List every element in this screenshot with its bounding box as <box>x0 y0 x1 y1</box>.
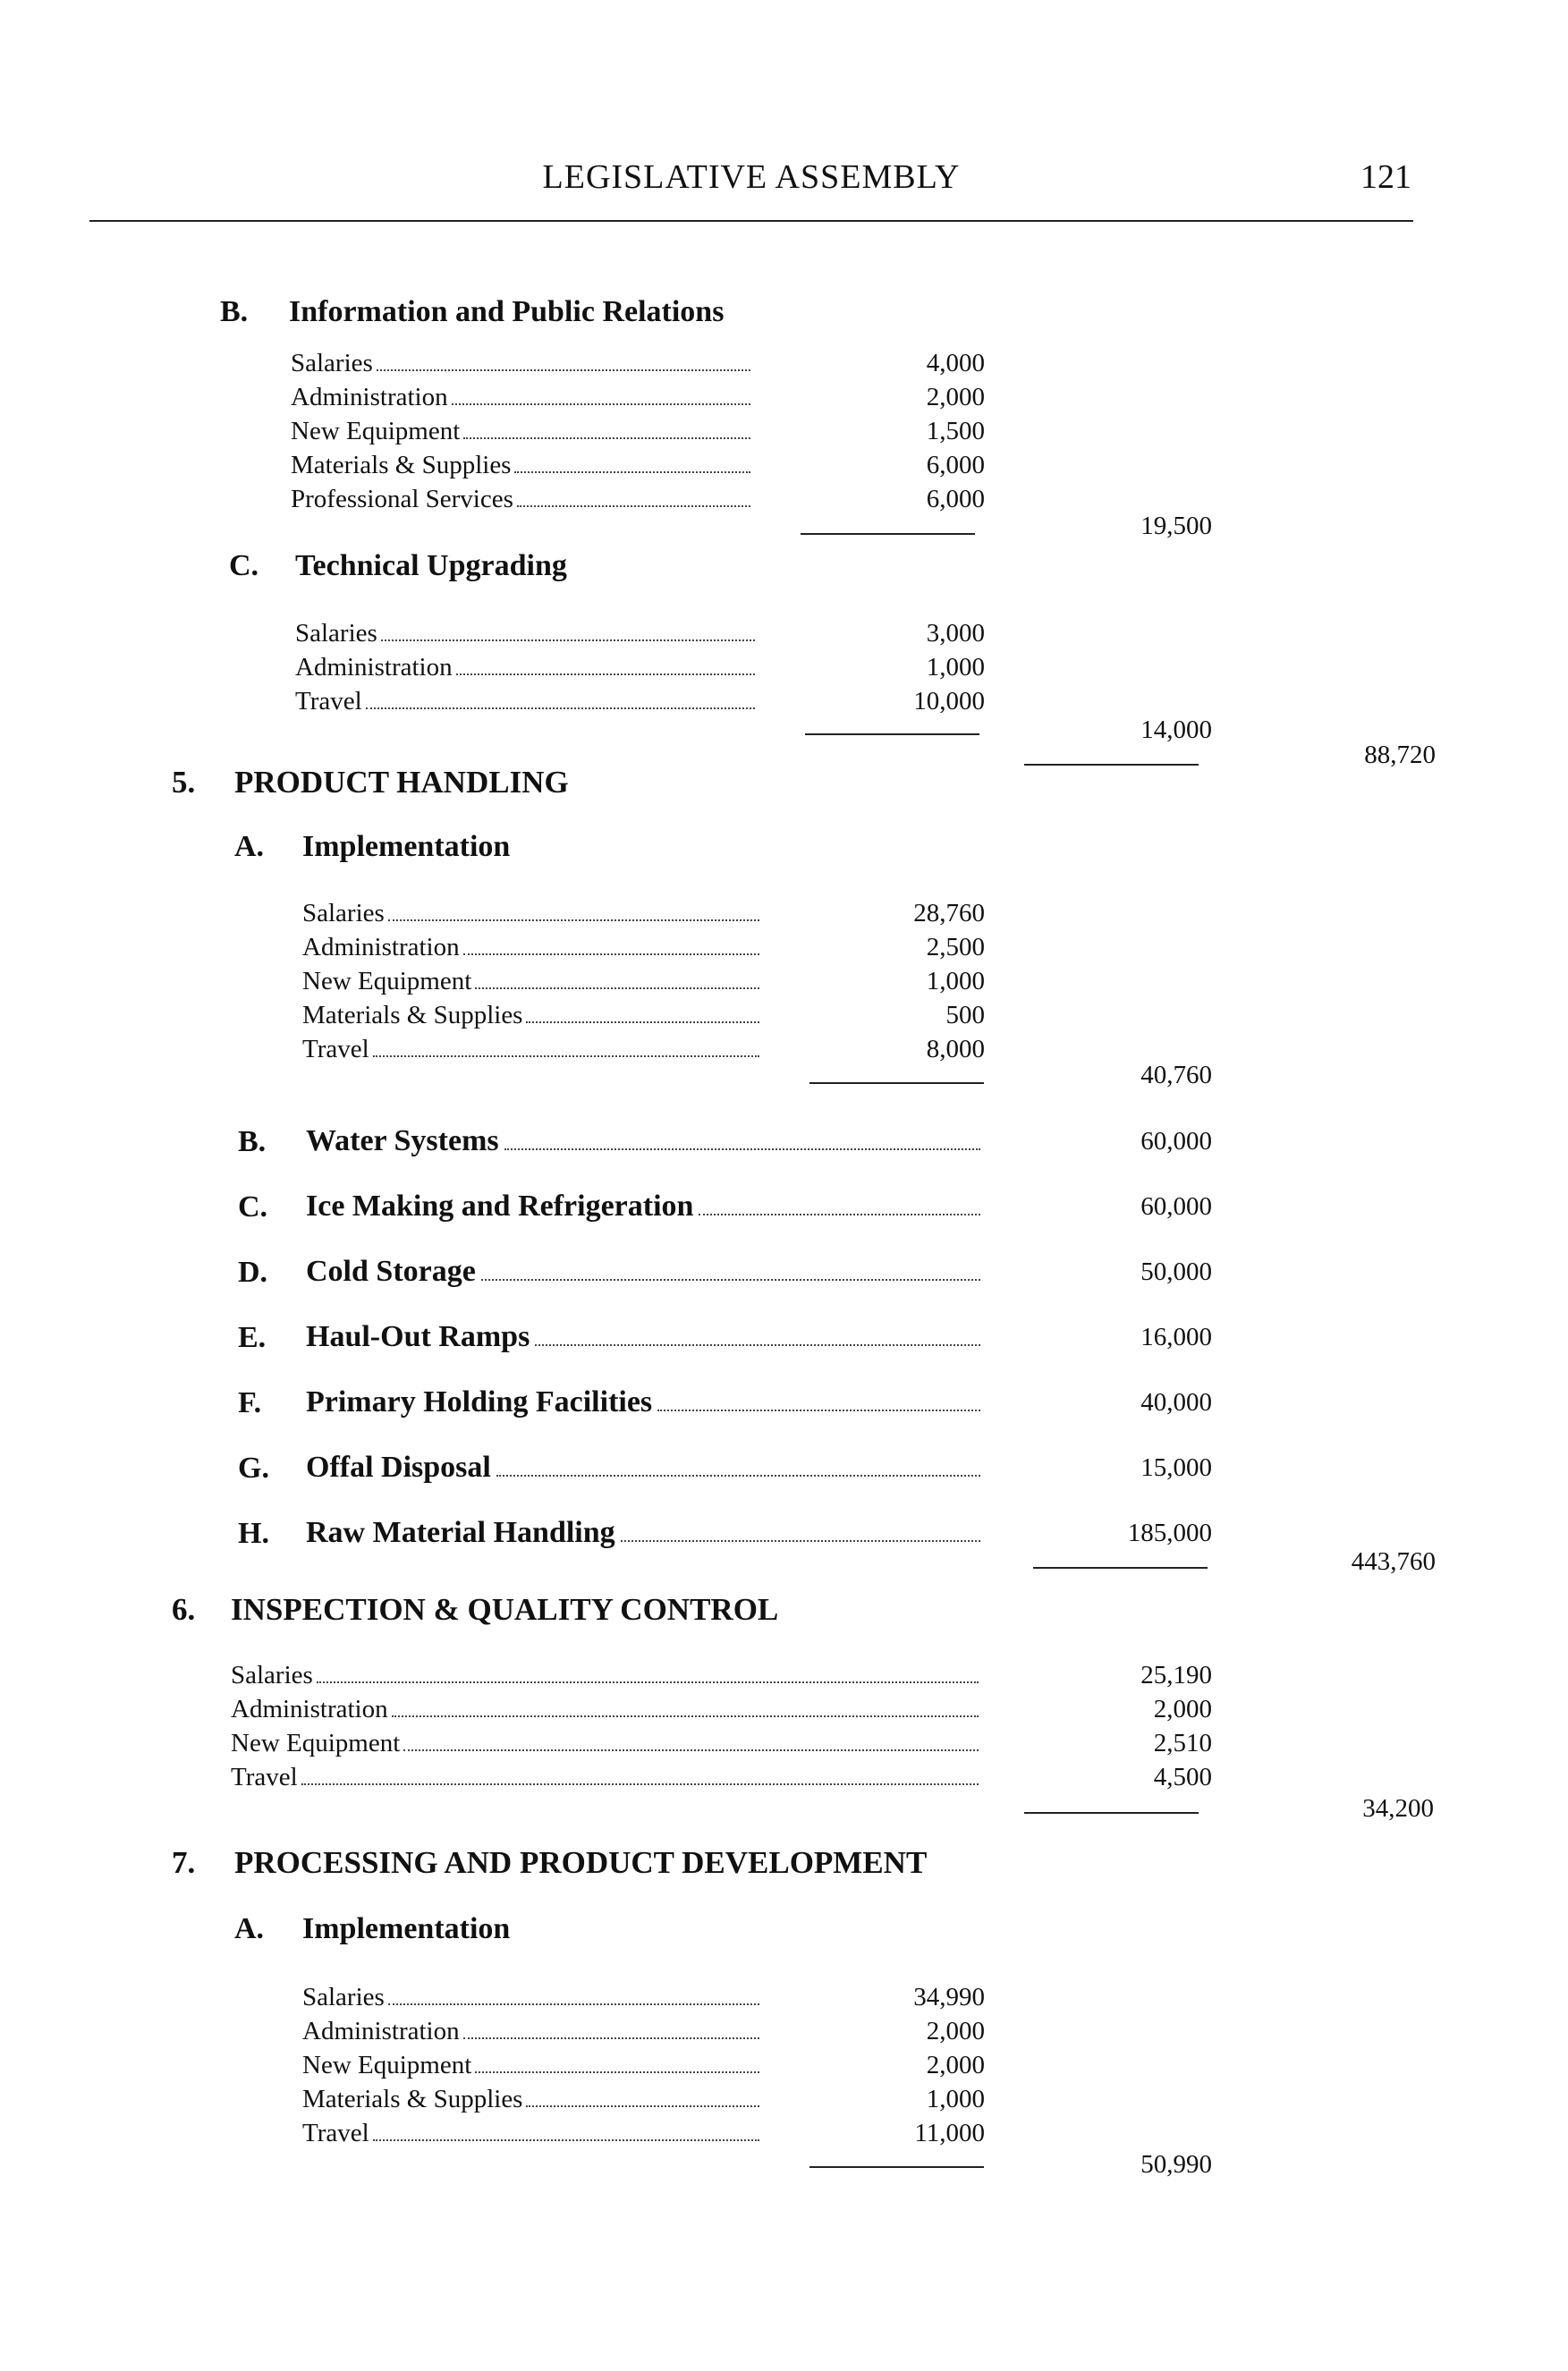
leader-dots <box>699 1214 980 1215</box>
line-item-label: Cold Storage <box>306 1255 476 1288</box>
line-item-label: New Equipment <box>291 417 461 445</box>
line-item-label: Offal Disposal <box>306 1451 491 1484</box>
line-item <box>306 1189 986 1224</box>
subtotal-value: 40,760 <box>1140 1061 1212 1089</box>
leader-dots <box>377 369 750 371</box>
line-item <box>302 931 765 963</box>
line-item-label: Materials & Supplies <box>302 2085 523 2113</box>
line-item-value: 2,000 <box>926 2051 985 2079</box>
leader-dots <box>456 673 755 675</box>
line-item-value: 50,000 <box>1140 1257 1212 1286</box>
line-item-label: Travel <box>302 1035 369 1063</box>
page-number: 121 <box>1360 158 1411 196</box>
leader-dots <box>317 1681 979 1683</box>
leader-dots <box>392 1715 979 1717</box>
subtotal-value: 50,990 <box>1140 2150 1212 2179</box>
leader-dots <box>388 2003 759 2005</box>
subtotal-value: 14,000 <box>1140 716 1212 744</box>
line-item-value: 25,190 <box>1140 1661 1212 1689</box>
group-total-value: 34,200 <box>1362 1794 1434 1823</box>
leader-dots <box>504 1148 980 1150</box>
group-total-value: 443,760 <box>1351 1547 1436 1576</box>
section-title: Implementation <box>302 1912 511 1945</box>
line-item-label: New Equipment <box>302 2051 472 2079</box>
line-item-label: Administration <box>291 383 448 411</box>
line-item-label: New Equipment <box>302 967 472 995</box>
line-item <box>291 483 756 515</box>
line-item-value: 1,000 <box>926 653 985 682</box>
line-item <box>302 2049 765 2081</box>
line-item <box>295 617 760 649</box>
leader-dots <box>366 707 755 709</box>
line-item-value: 1,500 <box>926 417 985 445</box>
line-item-label: Haul-Out Ramps <box>306 1320 530 1353</box>
section-letter: B. <box>220 295 249 328</box>
line-item <box>302 965 765 997</box>
line-item-value: 2,000 <box>926 383 985 411</box>
line-item-value: 2,000 <box>926 2017 985 2045</box>
line-item-label: Travel <box>302 2119 369 2147</box>
leader-dots <box>621 1540 980 1542</box>
section-heading: INSPECTION & QUALITY CONTROL <box>231 1592 779 1627</box>
line-item-value: 1,000 <box>926 2085 985 2113</box>
section-letter: E. <box>238 1321 267 1354</box>
line-item-label: Salaries <box>302 899 385 927</box>
line-item-label: New Equipment <box>231 1729 401 1757</box>
section-letter: C. <box>229 549 259 582</box>
leader-dots <box>496 1475 980 1477</box>
group-total-rule <box>1033 1567 1208 1569</box>
line-item <box>295 685 760 717</box>
leader-dots <box>463 437 750 439</box>
line-item <box>306 1450 986 1486</box>
line-item-label: Travel <box>295 687 362 716</box>
line-item <box>291 347 756 379</box>
line-item <box>295 651 760 683</box>
leader-dots <box>373 2139 759 2141</box>
leader-dots <box>657 1410 980 1411</box>
line-item-value: 40,000 <box>1140 1388 1212 1417</box>
leader-dots <box>381 639 755 641</box>
section-title: Information and Public Relations <box>289 295 725 328</box>
section-letter: F. <box>238 1386 262 1419</box>
header-rule <box>89 220 1413 222</box>
leader-dots <box>535 1344 980 1346</box>
section-letter: G. <box>238 1452 269 1485</box>
line-item <box>302 999 765 1031</box>
line-item <box>302 2015 765 2047</box>
leader-dots <box>373 1055 759 1057</box>
leader-dots <box>463 953 759 955</box>
line-item-value: 34,990 <box>913 1983 985 2011</box>
subtotal-value: 19,500 <box>1140 512 1212 540</box>
line-item-value: 6,000 <box>926 485 985 513</box>
line-item-value: 6,000 <box>926 451 985 479</box>
section-letter: B. <box>238 1125 267 1158</box>
line-item-value: 3,000 <box>926 619 985 648</box>
line-item-value: 500 <box>945 1001 985 1029</box>
section-title: Implementation <box>302 830 511 863</box>
subtotal-rule <box>809 1082 984 1084</box>
line-item-label: Salaries <box>295 619 377 648</box>
line-item-label: Water Systems <box>306 1124 499 1157</box>
line-item <box>306 1254 986 1290</box>
line-item-label: Salaries <box>231 1661 313 1689</box>
line-item <box>306 1123 986 1159</box>
line-item-label: Salaries <box>291 349 373 377</box>
line-item-value: 1,000 <box>926 967 985 995</box>
line-item-value: 8,000 <box>926 1035 985 1063</box>
subtotal-rule <box>801 533 975 535</box>
line-item-label: Ice Making and Refrigeration <box>306 1190 694 1223</box>
subtotal-rule <box>809 2166 984 2168</box>
line-item-value: 10,000 <box>913 687 985 716</box>
line-item <box>231 1659 984 1691</box>
subtotal-rule <box>805 733 979 735</box>
line-item-label: Primary Holding Facilities <box>306 1385 653 1418</box>
line-item-label: Administration <box>295 653 453 682</box>
line-item <box>231 1693 984 1725</box>
leader-dots <box>514 471 750 473</box>
section-heading: PROCESSING AND PRODUCT DEVELOPMENT <box>234 1845 928 1880</box>
leader-dots <box>481 1279 980 1281</box>
group-total-rule <box>1024 1812 1199 1814</box>
line-item-value: 60,000 <box>1140 1127 1212 1156</box>
leader-dots <box>475 2071 759 2073</box>
page-header-title: LEGISLATIVE ASSEMBLY <box>542 158 961 196</box>
line-item-value: 60,000 <box>1140 1192 1212 1221</box>
line-item <box>302 1033 765 1065</box>
line-item <box>302 2117 765 2149</box>
leader-dots <box>388 919 759 921</box>
group-total-rule <box>1024 764 1199 766</box>
section-letter: C. <box>238 1190 268 1224</box>
leader-dots <box>517 505 750 507</box>
line-item-value: 16,000 <box>1140 1323 1212 1351</box>
section-letter: A. <box>234 1912 265 1945</box>
group-total-value: 88,720 <box>1364 741 1436 769</box>
line-item <box>231 1761 984 1793</box>
section-title: Technical Upgrading <box>295 549 567 582</box>
line-item <box>291 381 756 413</box>
line-item-value: 4,500 <box>1153 1763 1212 1791</box>
line-item-label: Materials & Supplies <box>291 451 512 479</box>
line-item-label: Professional Services <box>291 485 513 513</box>
line-item-label: Administration <box>302 933 460 961</box>
section-number: 7. <box>172 1845 196 1880</box>
section-number: 6. <box>172 1592 196 1627</box>
section-letter: H. <box>238 1517 269 1550</box>
section-letter: A. <box>234 830 265 863</box>
line-item <box>302 2083 765 2115</box>
leader-dots <box>452 403 750 405</box>
line-item-label: Administration <box>231 1695 388 1723</box>
leader-dots <box>526 1021 759 1023</box>
leader-dots <box>403 1749 979 1751</box>
section-heading: PRODUCT HANDLING <box>234 765 569 800</box>
line-item <box>291 449 756 481</box>
line-item-value: 2,510 <box>1153 1729 1212 1757</box>
line-item-label: Raw Material Handling <box>306 1516 615 1549</box>
line-item-label: Travel <box>231 1763 298 1791</box>
line-item-value: 2,000 <box>1153 1695 1212 1723</box>
line-item-label: Salaries <box>302 1983 385 2011</box>
line-item <box>231 1727 984 1759</box>
line-item-value: 28,760 <box>913 899 985 927</box>
line-item-value: 11,000 <box>914 2119 985 2147</box>
leader-dots <box>463 2037 759 2039</box>
line-item <box>306 1384 986 1420</box>
line-item <box>291 415 756 447</box>
line-item <box>302 1981 765 2013</box>
line-item <box>306 1515 986 1551</box>
line-item-value: 185,000 <box>1127 1519 1212 1547</box>
line-item-value: 4,000 <box>926 349 985 377</box>
line-item-value: 15,000 <box>1140 1453 1212 1482</box>
section-number: 5. <box>172 765 196 800</box>
line-item-label: Materials & Supplies <box>302 1001 523 1029</box>
line-item-value: 2,500 <box>926 933 985 961</box>
line-item <box>302 897 765 929</box>
line-item <box>306 1319 986 1355</box>
leader-dots <box>475 987 759 989</box>
leader-dots <box>526 2105 759 2107</box>
section-letter: D. <box>238 1256 268 1289</box>
line-item-label: Administration <box>302 2017 460 2045</box>
leader-dots <box>301 1783 979 1785</box>
